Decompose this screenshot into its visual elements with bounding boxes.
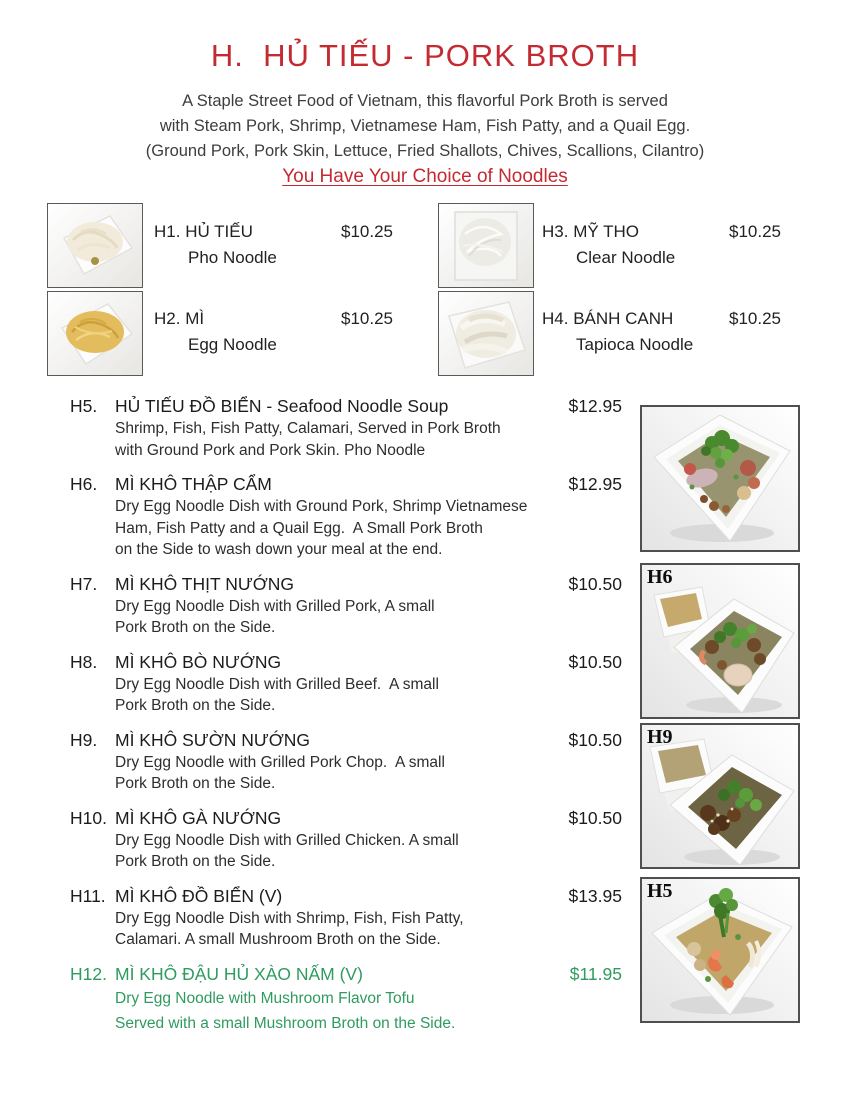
soup-bowl-illustration [642,407,798,550]
item-name: MÌ [185,309,205,328]
photo-label: H5 [647,880,673,902]
description-line: with Steam Pork, Shrimp, Vietnamese Ham, Fish Patty, and a Quail Egg. [159,117,691,135]
item-description: Dry Egg Noodle with Mushroom Flavor Tofu Served with a small Mushroom Broth on the Side. [115,989,456,1032]
item-description: Dry Egg Noodle Dish with Grilled Beef. A small Pork Broth on the Side. [115,675,439,714]
item-price: $10.50 [568,651,622,672]
pho-noodle-photo [47,203,143,288]
item-code: H8. [70,651,98,672]
item-name: BÁNH CANH [573,309,674,328]
clear-noodle-illustration [439,204,533,287]
item-code: H2. [154,309,181,328]
item-code: H6. [70,474,98,494]
menu-item-h10 [70,808,622,873]
noodle-choice-h4 [542,309,802,355]
item-price: $10.50 [568,729,622,750]
item-name: HỦ TIẾU ĐỒ BIỂN - Seafood Noodle Soup [115,396,449,416]
item-description: Dry Egg Noodle Dish with Ground Pork, Shrimp Vietnamese Ham, Fish Patty and a Quail Egg. A Small Pork Broth on the Side to wash down your meal at the end. [115,498,528,558]
item-code: H10. [70,807,107,828]
item-code: H9. [70,729,98,750]
pho-noodle-illustration [48,204,142,287]
egg-noodle-illustration [48,292,142,375]
menu-item-h5 [70,396,622,461]
item-code: H1. [154,222,181,241]
item-code: H11. [70,885,106,906]
item-description: Dry Egg Noodle Dish with Grilled Pork, A small Pork Broth on the Side. [115,597,435,636]
item-price: $11.95 [569,963,622,984]
item-name: MÌ KHÔ GÀ NƯỚNG [115,807,282,828]
item-name: MÌ KHÔ THẬP CẨM [115,474,272,494]
item-code: H7. [70,573,98,594]
item-subtitle: Tapioca Noodle [576,335,694,354]
item-name: MÌ KHÔ ĐẬU HỦ XÀO NẤM (V) [115,963,363,984]
item-code: H12. [70,963,107,984]
item-subtitle: Clear Noodle [576,248,676,267]
item-name: MÌ KHÔ BÒ NƯỚNG [115,651,282,672]
item-name: MÌ KHÔ ĐỒ BIỂN (V) [115,885,283,906]
menu-item-h7 [70,574,622,639]
page-title: H. HỦ TIẾU - PORK BROTH [210,38,640,73]
section-description [0,89,850,164]
choice-heading: You Have Your Choice of Noodles [282,166,568,187]
menu-item-h9 [70,730,622,795]
item-code: H5. [70,396,98,416]
item-name: HỦ TIẾU [185,222,253,241]
menu-item-h8 [70,652,622,717]
item-price: $10.25 [729,309,781,328]
noodle-choice-h2 [154,309,414,355]
dish-photo-h9 [640,723,800,869]
item-price: $12.95 [568,396,622,416]
item-subtitle: Pho Noodle [188,248,277,267]
clear-noodle-photo [438,203,534,288]
dish-photo-h6 [640,563,800,719]
item-name: MỸ THO [573,222,640,241]
item-code: H4. [542,309,569,328]
dish-photo-h5 [640,877,800,1023]
menu-item-h12 [70,964,622,1036]
photo-label: H9 [647,726,673,748]
item-price: $13.95 [568,885,622,906]
item-price: $10.25 [341,309,393,328]
item-price: $10.25 [729,222,781,241]
menu-list [70,396,622,1049]
item-name: MÌ KHÔ SƯỜN NƯỚNG [115,729,311,750]
description-line: A Staple Street Food of Vietnam, this flavorful Pork Broth is served [182,92,668,110]
item-subtitle: Egg Noodle [188,335,277,354]
menu-item-h11 [70,886,622,951]
item-price: $10.50 [568,807,622,828]
photo-label: H6 [647,566,673,588]
tapioca-noodle-illustration [439,292,533,375]
item-price: $10.25 [341,222,393,241]
item-description: Dry Egg Noodle with Grilled Pork Chop. A small Pork Broth on the Side. [115,753,445,792]
item-description: Shrimp, Fish, Fish Patty, Calamari, Served in Pork Broth with Ground Pork and Pork Skin. Pho Noodle [115,420,501,459]
noodle-choice-h1 [154,222,414,268]
item-price: $12.95 [568,474,622,494]
tapioca-noodle-photo [438,291,534,376]
item-name: MÌ KHÔ THỊT NƯỚNG [115,573,295,594]
noodle-choice-h3 [542,222,802,268]
item-description: Dry Egg Noodle Dish with Shrimp, Fish, Fish Patty, Calamari. A small Mushroom Broth on the Side. [115,909,464,948]
item-description: Dry Egg Noodle Dish with Grilled Chicken. A small Pork Broth on the Side. [115,831,459,870]
dish-photo-soup [640,405,800,552]
egg-noodle-photo [47,291,143,376]
item-code: H3. [542,222,569,241]
item-price: $10.50 [568,573,622,594]
menu-item-h6 [70,474,622,561]
description-line: (Ground Pork, Pork Skin, Lettuce, Fried Shallots, Chives, Scallions, Cilantro) [145,142,705,160]
